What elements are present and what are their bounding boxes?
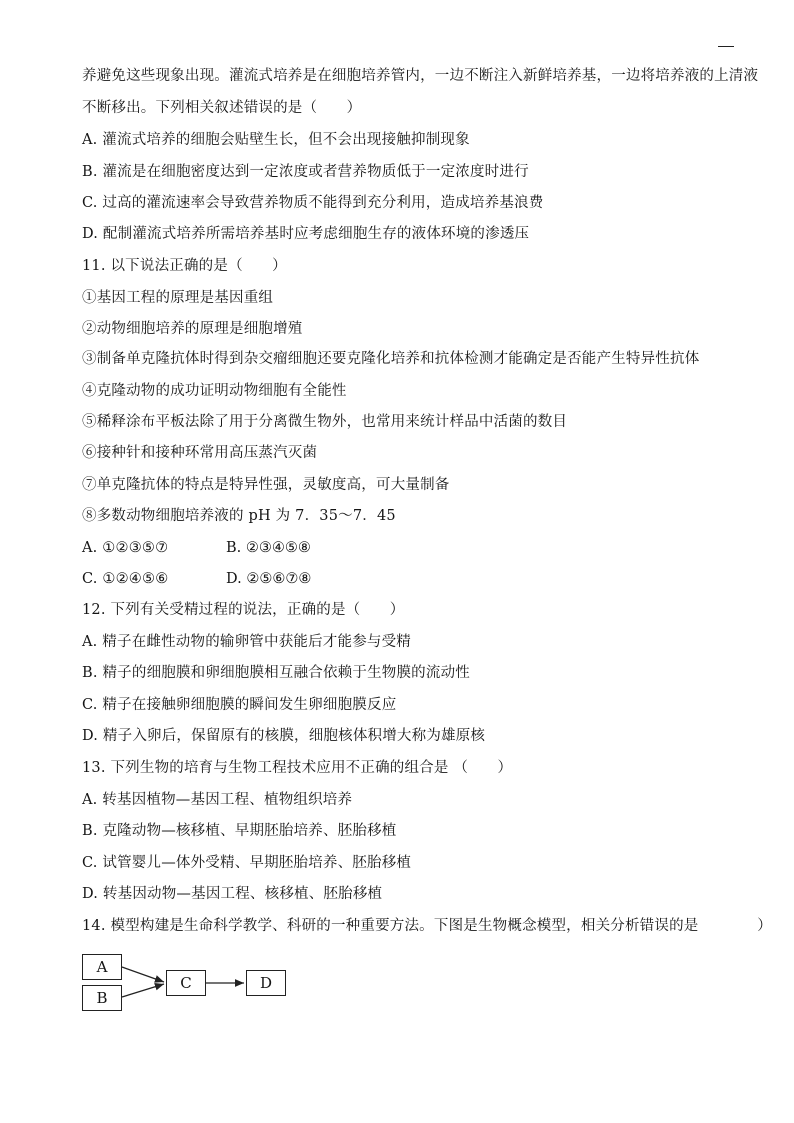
q13-option-a: A. 转基因植物—基因工程、植物组织培养	[82, 792, 353, 808]
q10-option-a: A. 灌流式培养的细胞会贴壁生长，但不会出现接触抑制现象	[82, 132, 470, 148]
q11-option-a: A. ①②③⑤⑦	[82, 540, 169, 556]
q13-option-c: C. 试管婴儿—体外受精、早期胚胎培养、胚胎移植	[82, 855, 412, 871]
q11-statement-6: ⑥接种针和接种环常用高压蒸汽灭菌	[82, 445, 318, 461]
box-c: C	[166, 970, 206, 996]
q13-stem: 13. 下列生物的培育与生物工程技术应用不正确的组合是 （ ）	[82, 760, 513, 776]
q10-option-c: C. 过高的灌流速率会导致营养物质不能得到充分利用，造成培养基浪费	[82, 195, 544, 211]
q11-option-b: B. ②③④⑤⑧	[226, 540, 311, 556]
q12-option-d: D. 精子入卵后，保留原有的核膜，细胞核体积增大称为雄原核	[82, 728, 486, 744]
q11-statement-8: ⑧多数动物细胞培养液的 pH 为 7．35～7．45	[82, 508, 396, 524]
q12-option-a: A. 精子在雌性动物的输卵管中获能后才能参与受精	[82, 634, 411, 650]
box-b: B	[82, 985, 122, 1011]
q11-statement-3: ③制备单克隆抗体时得到杂交瘤细胞还要克隆化培养和抗体检测才能确定是否能产生特异性抗体	[82, 351, 700, 367]
q11-statement-4: ④克隆动物的成功证明动物细胞有全能性	[82, 383, 347, 399]
arrow-a-to-c	[122, 967, 164, 982]
q11-option-d: D. ②⑤⑥⑦⑧	[226, 571, 312, 587]
q11-statement-7: ⑦单克隆抗体的特点是特异性强，灵敏度高，可大量制备	[82, 477, 450, 493]
q12-option-b: B. 精子的细胞膜和卵细胞膜相互融合依赖于生物膜的流动性	[82, 665, 470, 681]
q11-statement-5: ⑤稀释涂布平板法除了用于分离微生物外，也常用来统计样品中活菌的数目	[82, 414, 568, 430]
q11-statement-1: ①基因工程的原理是基因重组	[82, 290, 274, 306]
q11-stem: 11. 以下说法正确的是（ ）	[82, 258, 287, 274]
q12-option-c: C. 精子在接触卵细胞膜的瞬间发生卵细胞膜反应	[82, 697, 397, 713]
q10-stem-line-1: 养避免这些现象出现。灌流式培养是在细胞培养管内，一边不断注入新鲜培养基，一边将培养液的上清液	[82, 68, 759, 84]
page-corner-dash	[718, 46, 734, 47]
q10-option-d: D. 配制灌流式培养所需培养基时应考虑细胞生存的液体环境的渗透压	[82, 226, 530, 242]
box-d: D	[246, 970, 286, 996]
box-a: A	[82, 954, 122, 980]
q10-option-b: B. 灌流是在细胞密度达到一定浓度或者营养物质低于一定浓度时进行	[82, 164, 529, 180]
q13-option-d: D. 转基因动物—基因工程、核移植、胚胎移植	[82, 886, 383, 902]
concept-model-diagram	[80, 950, 300, 1016]
q14-stem: 14. 模型构建是生命科学教学、科研的一种重要方法。下图是生物概念模型，相关分析错误的是 ）	[82, 918, 772, 934]
q13-option-b: B. 克隆动物—核移植、早期胚胎培养、胚胎移植	[82, 823, 397, 839]
q11-option-c: C. ①②④⑤⑥	[82, 571, 169, 587]
arrow-b-to-c	[122, 984, 164, 997]
q12-stem: 12. 下列有关受精过程的说法，正确的是（ ）	[82, 602, 405, 618]
q10-stem-line-2: 不断移出。下列相关叙述错误的是（ ）	[82, 100, 362, 116]
q11-statement-2: ②动物细胞培养的原理是细胞增殖	[82, 321, 303, 337]
